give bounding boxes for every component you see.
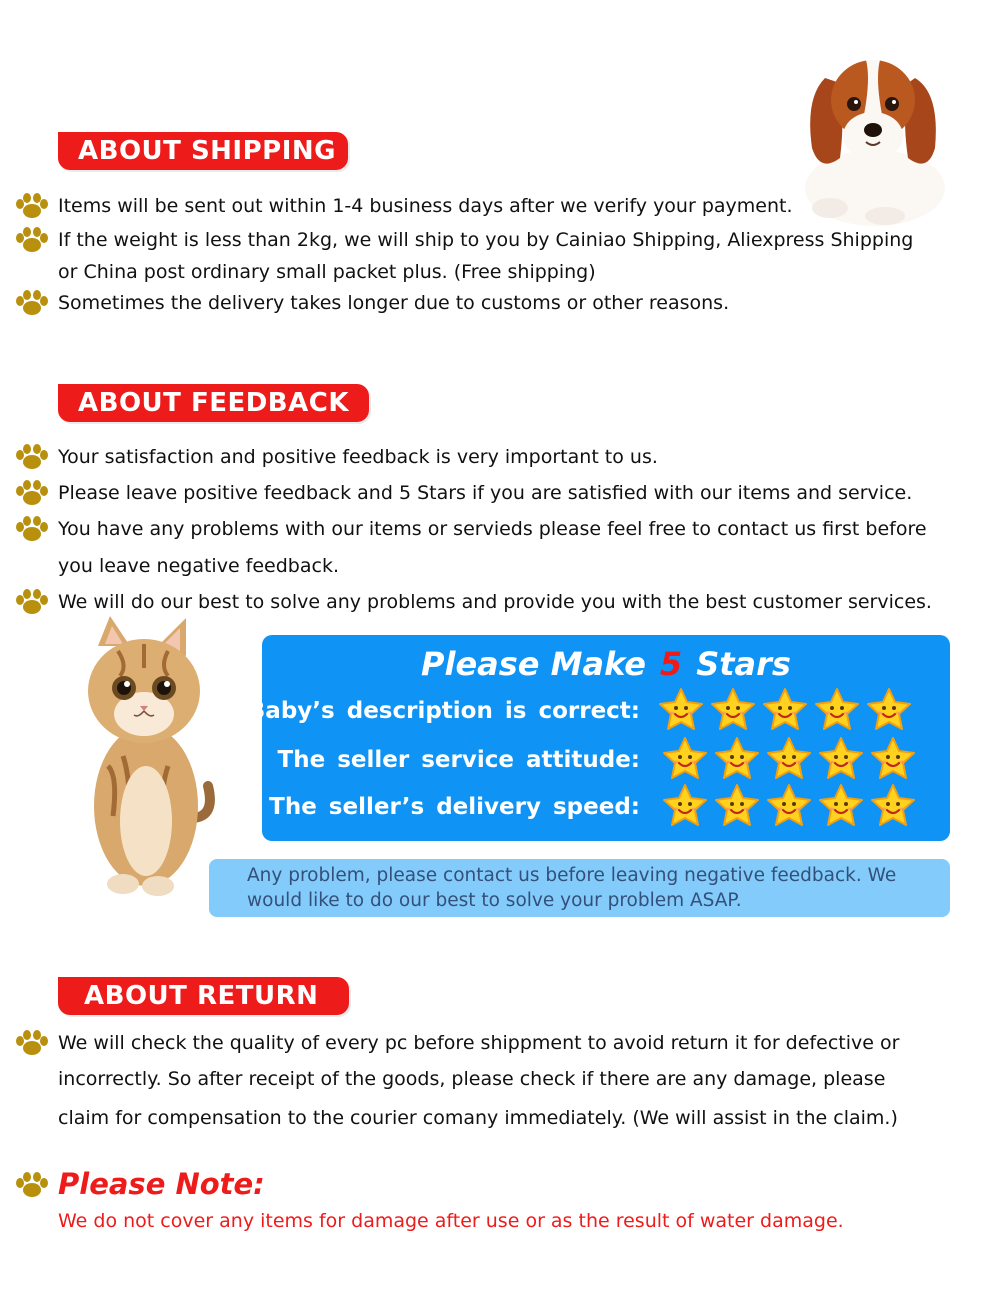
- star-icon: [818, 783, 864, 829]
- notice-bar: [209, 859, 950, 917]
- paw-icon: [14, 516, 50, 544]
- rating-panel: [247, 635, 950, 841]
- title-prefix: Please Make: [421, 645, 646, 683]
- shipping-item: If the weight is less than 2kg, we will ship to you by Cainiao Shipping, Aliexpress Shipping: [58, 229, 914, 251]
- feedback-item: you leave negative feedback.: [58, 555, 339, 577]
- please-note-text: We do not cover any items for damage after use or as the result of water damage.: [58, 1210, 844, 1232]
- return-item: We will check the quality of every pc before shippment to avoid return it for defective or: [58, 1032, 900, 1054]
- feedback-item: Your satisfaction and positive feedback is very important to us.: [58, 446, 658, 468]
- rating-panel-title: [262, 643, 950, 685]
- star-icon: [766, 736, 812, 782]
- star-icon: [866, 687, 912, 733]
- feedback-item: We will do our best to solve any problems and provide you with the best customer services.: [58, 591, 932, 613]
- star-icon: [870, 783, 916, 829]
- star-icon: [766, 783, 812, 829]
- star-icon: [710, 687, 756, 733]
- notice-text: Any problem, please contact us before leaving negative feedback. We would like to do our best to solve your problem ASAP.: [247, 865, 897, 911]
- about-feedback-heading: ABOUT FEEDBACK: [58, 384, 369, 422]
- star-icon: [818, 736, 864, 782]
- star-icon: [662, 783, 708, 829]
- cat-image: [58, 616, 218, 900]
- paw-icon: [14, 589, 50, 617]
- shipping-item: Items will be sent out within 1-4 business days after we verify your payment.: [58, 195, 793, 217]
- title-number: 5: [659, 645, 683, 683]
- star-icon: [870, 736, 916, 782]
- star-icon: [714, 783, 760, 829]
- star-icon: [814, 687, 860, 733]
- paw-icon: [14, 1172, 50, 1200]
- paw-icon: [14, 290, 50, 318]
- please-note-title: Please Note:: [58, 1167, 265, 1201]
- star-icon: [762, 687, 808, 733]
- star-icon: [658, 687, 704, 733]
- rating-label-description: Baby’s description is correct:: [247, 698, 640, 724]
- paw-icon: [14, 193, 50, 221]
- about-shipping-heading: ABOUT SHIPPING: [58, 132, 348, 170]
- feedback-item: You have any problems with our items or servieds please feel free to contact us first before: [58, 518, 927, 540]
- about-return-heading: ABOUT RETURN: [58, 977, 349, 1015]
- return-item: claim for compensation to the courier comany immediately. (We will assist in the claim.): [58, 1107, 898, 1129]
- title-suffix: Stars: [696, 645, 791, 683]
- paw-icon: [14, 444, 50, 472]
- paw-icon: [14, 227, 50, 255]
- shipping-item: Sometimes the delivery takes longer due to customs or other reasons.: [58, 292, 730, 314]
- feedback-item: Please leave positive feedback and 5 Stars if you are satisfied with our items and service.: [58, 482, 913, 504]
- star-icon: [662, 736, 708, 782]
- star-icon: [714, 736, 760, 782]
- paw-icon: [14, 480, 50, 508]
- rating-label-delivery: The seller’s delivery speed:: [269, 794, 640, 820]
- paw-icon: [14, 1030, 50, 1058]
- dog-image: [790, 38, 950, 228]
- rating-label-service: The seller service attitude:: [277, 747, 640, 773]
- shipping-item: or China post ordinary small packet plus. (Free shipping): [58, 261, 596, 283]
- return-item: incorrectly. So after receipt of the goods, please check if there are any damage, please: [58, 1068, 886, 1090]
